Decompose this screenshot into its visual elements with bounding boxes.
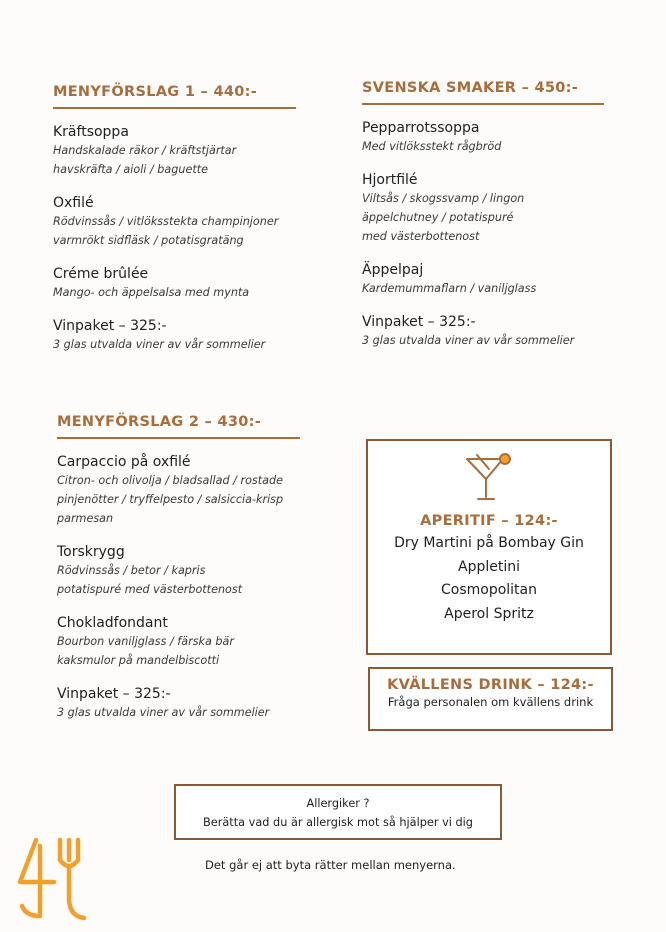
menu-footnote: Det går ej att byta rätter mellan menyerna. xyxy=(205,858,456,872)
menu-2-section xyxy=(57,414,300,722)
menu-item-name: Créme brûlée xyxy=(53,266,149,282)
menu-item-description: Med vitlöksstekt rågbröd xyxy=(362,140,502,153)
menu-item xyxy=(53,123,296,179)
menu-1-title: MENYFÖRSLAG 1 – 440:- xyxy=(53,84,296,109)
allergy-heading: Allergiker ? xyxy=(306,797,370,810)
menu-1-items xyxy=(53,123,296,354)
menu-item-description: 3 glas utvalda viner av vår sommelier xyxy=(53,338,266,351)
menu-item-description: Kardemummaflarn / vaniljglass xyxy=(362,282,537,295)
svenska-smaker-items xyxy=(362,119,604,350)
menu-item xyxy=(57,543,300,599)
menu-item-description: Viltsås / skogssvamp / lingon äppelchutney / potatispuré med västerbottenost xyxy=(362,192,525,243)
menu-item-name: Torskrygg xyxy=(57,544,125,560)
menu-item-description: Rödvinssås / vitlöksstekta champinjoner varmrökt sidfläsk / potatisgratäng xyxy=(53,215,279,247)
menu-item-name: Vinpaket – 325:- xyxy=(362,314,476,330)
evening-drink-box xyxy=(368,667,613,731)
menu-item-description: Bourbon vaniljglass / färska bär kaksmulor på mandelbiscotti xyxy=(57,635,234,667)
menu-item xyxy=(57,685,300,722)
menu-item-name: Pepparrotssoppa xyxy=(362,120,480,136)
menu-item xyxy=(53,317,296,354)
menu-item-name: Hjortfilé xyxy=(362,172,418,188)
menu-item xyxy=(53,194,296,250)
menu-2-title: MENYFÖRSLAG 2 – 430:- xyxy=(57,414,300,439)
menu-item-description: Handskalade räkor / kräftstjärtar havskräfta / aioli / baguette xyxy=(53,144,237,176)
menu-item-name: Äppelpaj xyxy=(362,262,424,278)
svenska-smaker-section xyxy=(362,80,604,350)
menu-item-description: 3 glas utvalda viner av vår sommelier xyxy=(57,706,270,719)
menu-item xyxy=(362,313,604,350)
menu-item xyxy=(57,453,300,528)
menu-item-description: 3 glas utvalda viner av vår sommelier xyxy=(362,334,575,347)
allergy-box xyxy=(174,784,502,840)
allergy-message: Berätta vad du är allergisk mot så hjälper vi dig xyxy=(203,816,473,829)
menu-item xyxy=(53,265,296,302)
menu-item xyxy=(362,119,604,156)
aperitif-title: APERITIF – 124:- xyxy=(420,513,558,529)
menu-1-section xyxy=(53,84,296,354)
menu-item-description: Citron- och olivolja / bladsallad / rostade pinjenötter / tryffelpesto / salsiccia-krisp parmesan xyxy=(57,474,284,525)
menu-item-name: Chokladfondant xyxy=(57,615,168,631)
menu-item-name: Kräftsoppa xyxy=(53,124,129,140)
aperitif-drink: Aperol Spritz xyxy=(444,605,534,622)
menu-item xyxy=(362,261,604,298)
menu-2-items xyxy=(57,453,300,722)
menu-item xyxy=(57,614,300,670)
menu-item-name: Vinpaket – 325:- xyxy=(53,318,167,334)
menu-item xyxy=(362,171,604,246)
menu-item-name: Carpaccio på oxfilé xyxy=(57,454,191,470)
aperitif-drink: Dry Martini på Bombay Gin xyxy=(394,535,584,551)
menu-item-description: Mango- och äppelsalsa med mynta xyxy=(53,286,250,299)
menu-item-description: Rödvinssås / betor / kapris potatispuré med västerbottenost xyxy=(57,564,243,596)
cocktail-glass-icon xyxy=(459,453,519,505)
menu-item-name: Oxfilé xyxy=(53,195,94,211)
aperitif-box xyxy=(366,439,612,655)
menu-item-name: Vinpaket – 325:- xyxy=(57,686,171,702)
aperitif-drink-list xyxy=(368,532,610,626)
fork-knife-logo-icon xyxy=(14,836,90,924)
evening-drink-title: KVÄLLENS DRINK – 124:- xyxy=(387,677,594,693)
aperitif-drink: Cosmopolitan xyxy=(440,582,537,598)
aperitif-drink: Appletini xyxy=(458,558,520,575)
evening-drink-subtitle: Fråga personalen om kvällens drink xyxy=(387,695,594,709)
svenska-smaker-title: SVENSKA SMAKER – 450:- xyxy=(362,80,604,105)
